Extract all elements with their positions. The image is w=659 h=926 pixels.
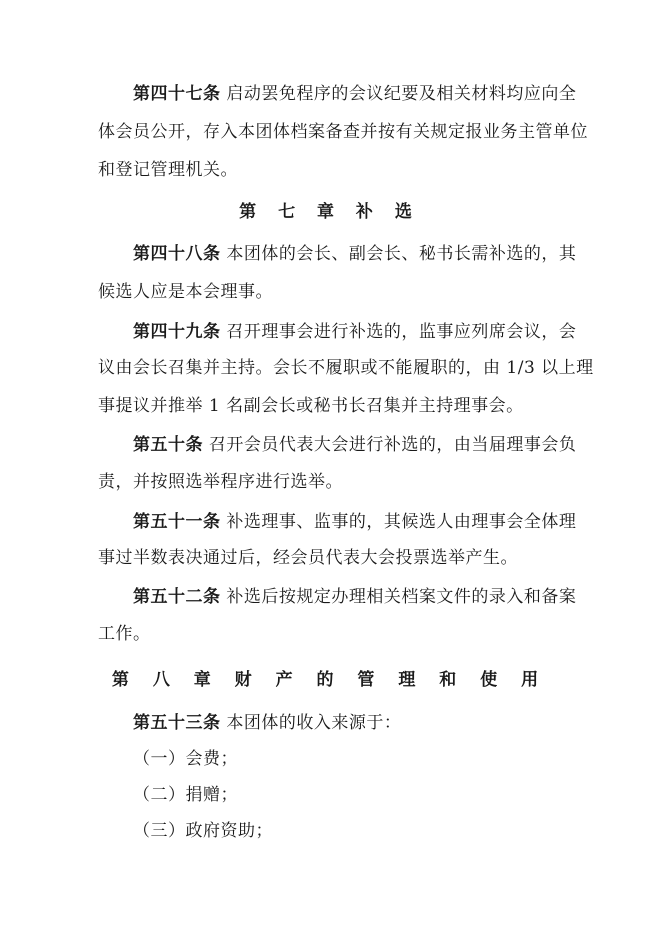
- article-48-number: 第四十八条: [133, 244, 221, 264]
- article-51-line-1: [133, 512, 577, 532]
- article-48-text-1: 本团体的会长、副会长、秘书长需补选的，其: [220, 244, 577, 264]
- article-49-line-2: 议由会长召集并主持。会长不履职或不能履职的，由 1/3 以上理: [98, 358, 594, 378]
- article-52-number: 第五十二条: [133, 587, 221, 607]
- article-50-line-2: 责，并按照选举程序进行选举。: [98, 472, 343, 492]
- article-53-number: 第五十三条: [133, 713, 221, 733]
- article-49-text-1: 召开理事会进行补选的，监事应列席会议，会: [220, 322, 577, 342]
- list-item: （二）捐赠；: [133, 785, 238, 805]
- article-47-number: 第四十七条: [133, 84, 221, 104]
- article-52-line-2: 工作。: [98, 624, 151, 644]
- article-49-line-1: [133, 322, 577, 342]
- article-51-number: 第五十一条: [133, 512, 221, 532]
- article-49-number: 第四十九条: [133, 322, 221, 342]
- article-47-line-3: 和登记管理机关。: [98, 160, 238, 180]
- chapter-7-heading: 第 七 章 补 选: [239, 202, 420, 222]
- list-item: （三）政府资助；: [133, 821, 273, 841]
- article-50-number: 第五十条: [133, 435, 203, 455]
- article-50-line-1: [133, 435, 577, 455]
- article-53-text-1: 本团体的收入来源于：: [220, 713, 402, 733]
- article-47-line-2: 体会员公开，存入本团体档案备查并按有关规定报业务主管单位: [98, 122, 588, 142]
- chapter-8-heading: 第 八 章 财 产 的 管 理 和 使 用: [111, 670, 548, 690]
- article-51-line-2: 事过半数表决通过后，经会员代表大会投票选举产生。: [98, 548, 518, 568]
- article-52-text-1: 补选后按规定办理相关档案文件的录入和备案: [220, 587, 577, 607]
- article-49-line-3: 事提议并推举 1 名副会长或秘书长召集并主持理事会。: [98, 396, 524, 416]
- article-48-line-2: 候选人应是本会理事。: [98, 282, 273, 302]
- article-47-line-1: [133, 84, 577, 104]
- article-47-text-1: 启动罢免程序的会议纪要及相关材料均应向全: [220, 84, 577, 104]
- article-51-text-1: 补选理事、监事的，其候选人由理事会全体理: [220, 512, 577, 532]
- article-52-line-1: [133, 587, 577, 607]
- list-item: （一）会费；: [133, 749, 238, 769]
- article-50-text-1: 召开会员代表大会进行补选的，由当届理事会负: [203, 435, 577, 455]
- article-53-line-1: [133, 713, 568, 733]
- article-48-line-1: [133, 244, 577, 264]
